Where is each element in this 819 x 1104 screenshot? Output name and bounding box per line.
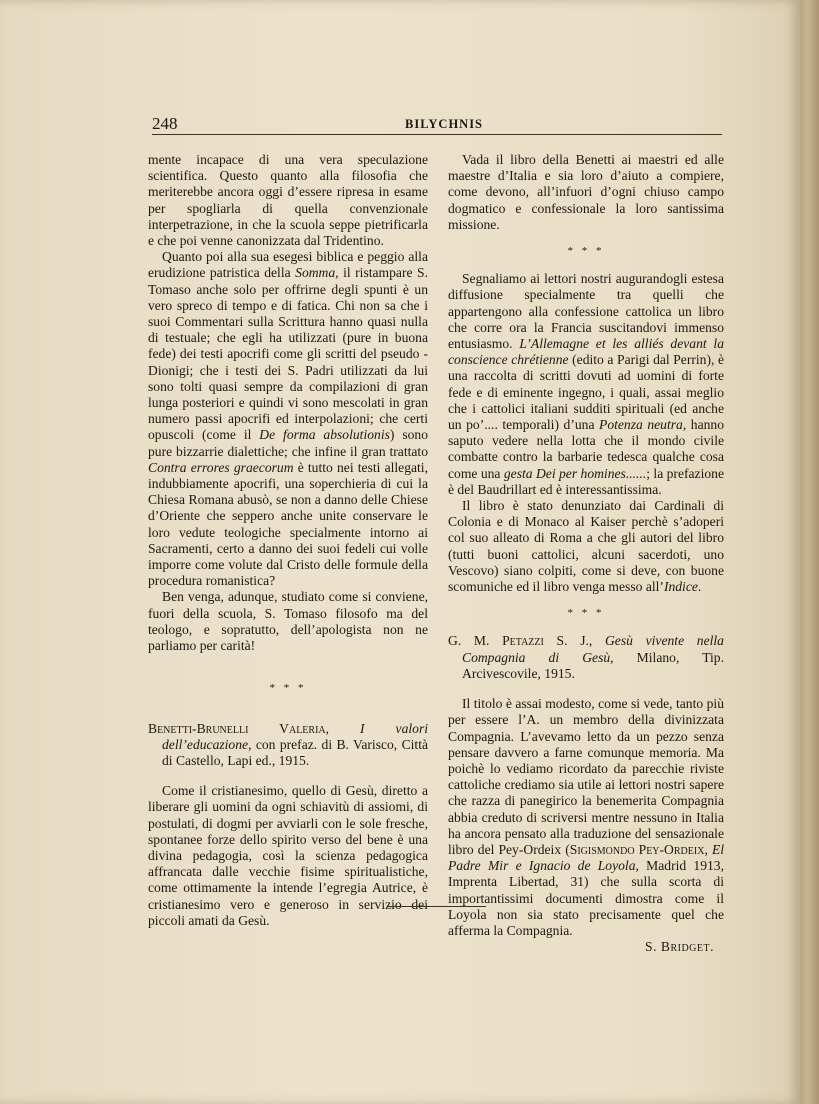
text-run: Segnaliamo ai lettori nostri augurandogli estesa diffusione specialmente tra quelli che appartengono alla confessione cattolica un libro che corre ora la Francia suscitandovi immenso entusiasmo. — [448, 271, 724, 352]
section-separator: * * * — [567, 607, 605, 620]
left-paragraph-1: mente incapace di una vera speculazione scientifica. Questo quanto alla filosofia che meriterebbe ancora oggi d’essere ripresa in esame per spogliarla di quella convenzionale interpetrazione, in che la scuola seppe pietrificarla e che poi venne canonizzata dal Tridentino. — [148, 152, 428, 249]
text-run: , Madrid 1913, Imprenta Libertad, 31) che sulla scorta di importantissimi documenti dimostra come il Loyola non sia stato precisamente quel che afferma la Compagnia. — [448, 858, 724, 938]
right-paragraph-2 — [448, 271, 724, 498]
text-run: , hanno saputo vedere nella lotta che il mondo civile combatte contro la barbarie tedesca qualche cosa come una — [448, 417, 724, 481]
italic-title: Contra errores graecorum — [148, 459, 294, 475]
text-run: Quanto poi alla sua esegesi biblica e peggio alla erudizione patristica della — [148, 249, 428, 281]
italic-title: Indice — [663, 579, 698, 595]
header-rule — [152, 134, 722, 135]
reference-author: Benetti-Brunelli Valeria — [148, 720, 326, 736]
text-run: , — [325, 720, 361, 736]
left-paragraph-2 — [148, 249, 428, 589]
text-run: ) sono pure bizzarrie dialettiche; che infine il gran trattato — [148, 427, 429, 459]
book-reference — [148, 721, 428, 770]
italic-title: El Padre Mir e Ignacio de Loyola — [448, 841, 725, 874]
text-run: (edito a Parigi dal Perrin), è una raccolta di scritti dovuti ad uomini di forte fede e di eminente ingegno, i quali, assai meglio che i cattolici italiani sudditi spirituali (ed anche un po’.... temporali) d’una — [448, 352, 724, 433]
text-run: . — [697, 579, 702, 595]
section-separator: * * * — [567, 245, 605, 258]
spacer — [148, 769, 428, 783]
left-paragraph-4: Come il cristianesimo, quello di Gesù, diretto a liberare gli uomini da ogni schiavitù di assiomi, di postulati, di dogmi per avviarli con le sole fresche, spontanee forze dello spirito verso del bene è una divina pedagogia, così la scienza pedagogica affrancata dalle vecchie fisime spiritualistiche, come ottimamente la intende l’egregia Autrice, è cristianesimo vero e generoso in servizio dei piccoli amati da Gesù. — [148, 783, 428, 928]
text-run: Il libro è stato denunziato dai Cardinali di Colonia e di Monaco al Kaiser perchè s’adoperi col suo alleato di Roma a che gli autori del libro (tutti buoni cattolici, alcuni sacerdoti, uno Vescovo) siano colpiti, come si deve, con buone scomuniche ed il libro venga messo all’ — [448, 498, 724, 595]
text-run: , il ristampare S. Tomaso anche solo per offrirne degli spunti è un vero spreco di tempo e di fatica. Chi non sa che i suoi Commentari sulla Scrittura hanno quasi nulla di testuale; che egli ha utilizzati (pure in buona fede) dei testi apocrifi come gli scritti del pseudo - Dionigi; che i testi dei S. Padri utilizzati da lui sono tolti quasi sempre da compilazioni di gran lunga posteriori e quindi vi sono mescolati in gran numero passi apocrifi ed interpolazioni; che certi opuscoli (come il — [148, 265, 428, 443]
cited-author: Sigismondo Pey-Ordeix — [569, 841, 705, 857]
text-run: Il titolo è assai modesto, come si vede, tanto più per essere l’A. un membro della divinizzata Compagnia. L’avevamo letto da un pezzo senza pensare davvero a farne comunque memoria. Ma poichè lo vediamo ricordato da parecchie riviste cattoliche crediamo sia utile ai lettori nostri sapere che razza di panegirico la benemerita Compagnia abbia creduto di scriversi mentre nessuno in Italia ha ancora pensato alla traduzione del sensazionale libro del Pey-Ordeix ( — [448, 696, 724, 857]
left-paragraph-3: Ben venga, adunque, studiato come si conviene, fuori della scuola, S. Tomaso filosofo ma del teologo, e sopratutto, dell’apologista non ne parliamo per carità! — [148, 589, 428, 654]
page-edge — [800, 0, 819, 1104]
italic-title: gesta Dei per homines...... — [503, 465, 647, 481]
book-reference — [448, 633, 724, 682]
italic-title: Potenza neutra — [599, 417, 683, 433]
text-run: ; la prefazione è del Baudrillart ed è interessantissima. — [448, 465, 724, 497]
running-title: BILYCHNIS — [405, 117, 484, 131]
reference-title: I valori dell’educazione — [162, 720, 429, 752]
right-paragraph-1: Vada il libro della Benetti ai maestri ed alle maestre d’Italia e sia loro d’aiuto a compiere, come devono, all’infuori d’ogni chiuso campo dogmatico e confessionale la loro santissima missione. — [448, 152, 724, 232]
italic-title: L’Allemagne et les alliés devant la conscience chrétienne — [448, 336, 724, 368]
reference-title: Gesù vivente nella Compagnia di Gesù — [462, 633, 724, 665]
text-run: , — [704, 841, 712, 857]
reference-details: , Milano, Tip. Arcivescovile, 1915. — [462, 649, 724, 681]
page-number: 248 — [152, 114, 178, 133]
reference-details: , con prefaz. di B. Varisco, Città di Castello, Lapi ed., 1915. — [162, 736, 428, 768]
right-column — [448, 152, 724, 955]
section-separator: * * * — [269, 682, 307, 695]
right-paragraph-4 — [448, 696, 724, 939]
spacer — [448, 682, 724, 696]
end-rule — [388, 906, 486, 907]
italic-title: De forma absolutionis — [259, 427, 390, 443]
left-column — [148, 152, 428, 929]
reference-author: G. M. Petazzi — [448, 633, 544, 649]
text-run: è tutto nei testi allegati, indubbiamente apocrifi, una soperchieria di cui la Chiesa Romana abusò, se non a danno delle Chiese d’Oriente che seppero anche unite conservare le loro vedute teologiche specialmente intorno ai Sacramenti, certo a danno dei suoi fedeli cui volle imporre come volute dal Cristo delle formule della procedura romanistica? — [148, 459, 428, 589]
page-header — [152, 112, 722, 138]
author-signature: S. Bridget. — [645, 939, 714, 955]
right-paragraph-3 — [448, 498, 724, 595]
italic-title: Somma — [295, 265, 336, 281]
text-run: S. J., — [543, 633, 605, 649]
